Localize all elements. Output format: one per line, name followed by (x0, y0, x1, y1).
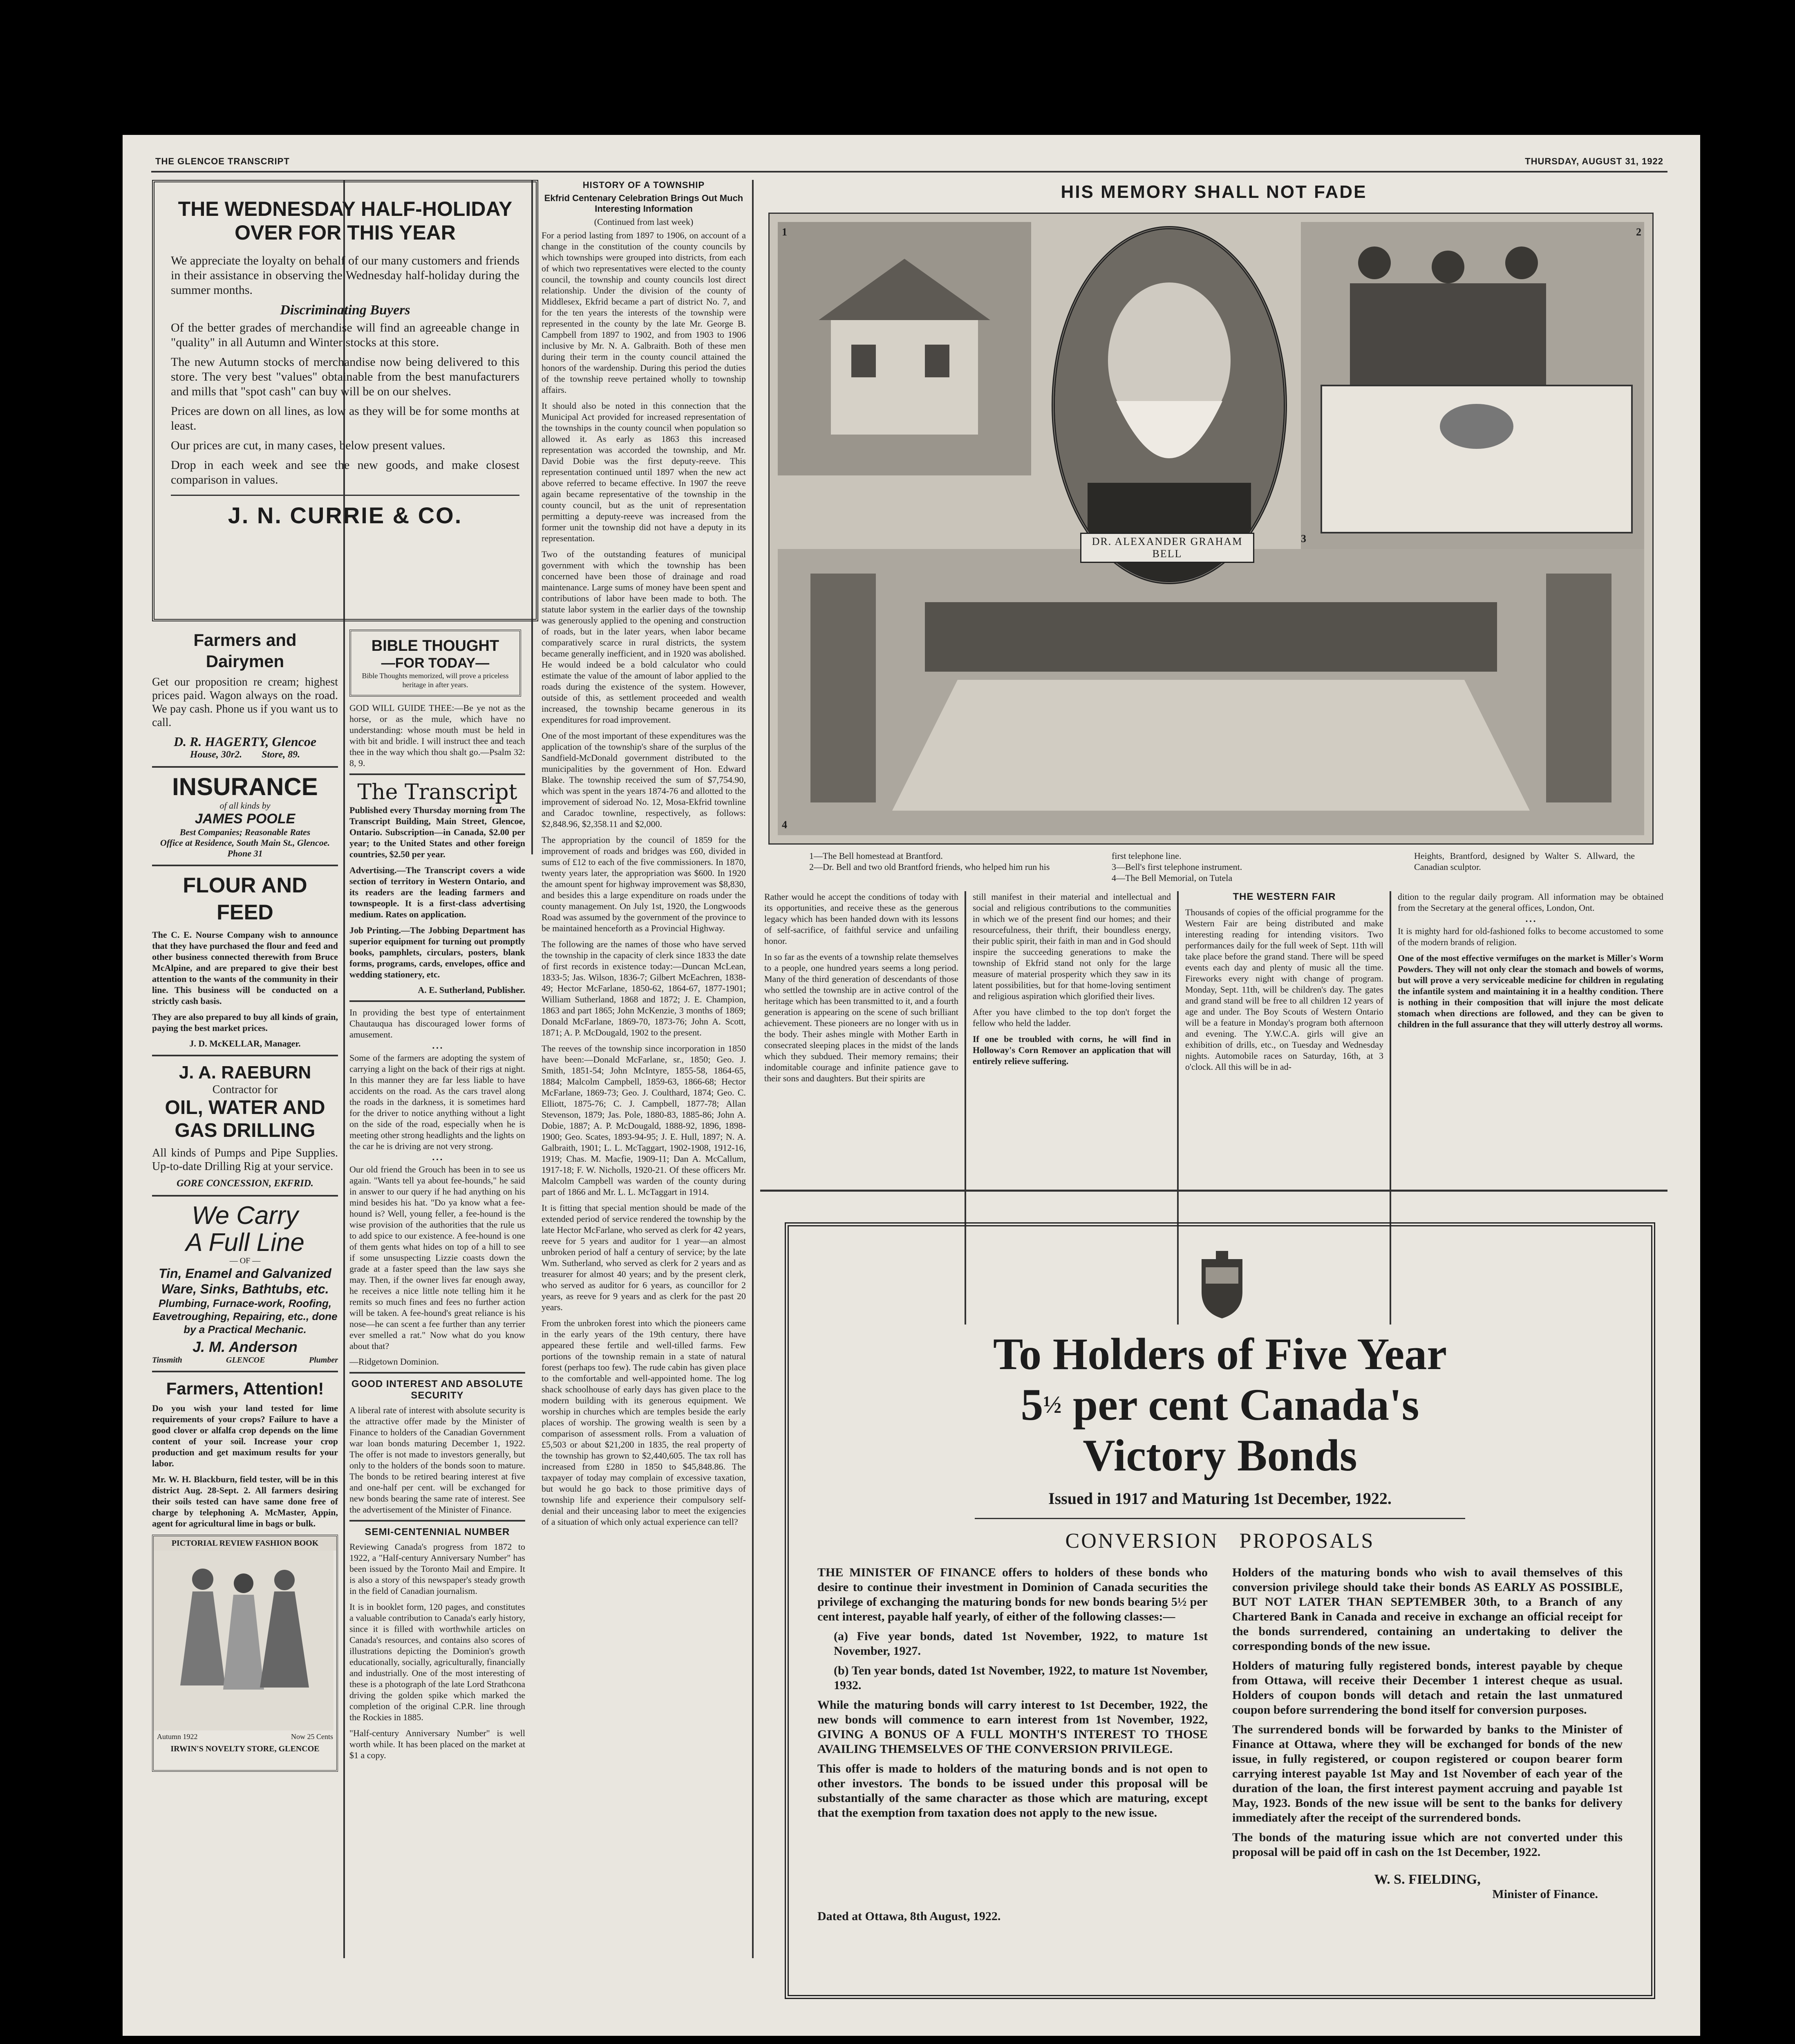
anderson-headline: We Carry (192, 1201, 298, 1230)
editorial-stars: • • • (432, 1045, 443, 1052)
semi-body: It is in booklet form, 120 pages, and constitutes a valuable contribution to Canada's early history, since it is filled with worthwhile articles on Canada's resources, and contains also scores of illustrations depicting the Dominion's growth educationally, socially, agriculturally, financially and industrially. One of the most interesting of these is a photograph of the late Lord Strathcona driving the golden spike which marked the completion of the original C.P.R. line through the Rockies in 1885. (349, 1602, 525, 1722)
caption-line: 3—Bell's first telephone instrument. (1112, 862, 1242, 872)
anderson-name: J. M. Anderson (192, 1338, 298, 1355)
bible-title: BIBLE THOUGHT (371, 637, 499, 654)
bonds-left-para: While the maturing bonds will carry interest to 1st December, 1922, the new bonds will commence to earn interest from 1st November, 1922, GIVING A BONUS OF A FULL MONTH'S INTEREST TO THOSE AVAILING THEMSELVES OF THE CONVERSION PRIVILEGE. (817, 1698, 1208, 1756)
bonds-right-para: The bonds of the maturing issue which are not converted under this proposal will be paid off in cash on the 1st December, 1922. (1232, 1831, 1623, 1859)
newspaper-page (123, 135, 1700, 2036)
raeburn-title: Contractor for (212, 1083, 278, 1096)
history-para: It is fitting that special mention should be made of the extended period of service rendered the township by the late Hector McFarlane, who served as clerk for 42 years, reeve for 5 years and auditor for 1 year—an almost unbroken period of half a century of service; by the late Wm. Sutherland, who served as clerk for 2 years and as treasurer for almost 40 years; and by the present clerk, who served as auditor for 6 years, as councillor for 2 years, as reeve for 9 years and as clerk for the past 20 years. (542, 1203, 746, 1312)
farmers-attention-body: Do you wish your land tested for lime requirements of your crops? Failure to have a good clover or alfalfa crop depends on the lime content of your soil. Increase your crop production and get maximum results for your labor. (152, 1403, 338, 1468)
hagerty-phones: House, 30r2. Store, 89. (190, 749, 300, 760)
editorial-para: Some of the farmers are adopting the system of carrying a light on the back of their rigs at night. In this manner they are far less liable to have accidents on the road. As the cars travel along the roads in the darkness, it is sometimes hard for the driver to notice anything without a light on the side of the road, especially when he is meeting other strong headlights and the lights on the car he is driving are not very strong. (349, 1053, 525, 1151)
anderson-items: Tin, Enamel and Galvanized Ware, Sinks, Bathtubs, etc. (159, 1266, 331, 1296)
semi-body: "Half-century Anniversary Number" is well worth while. It has been placed on the market at $1 a copy. (349, 1728, 525, 1760)
ad-divider (152, 865, 338, 866)
insurance-ad (152, 773, 338, 859)
western-fair-para: One of the most effective vermifuges on the market is Miller's Worm Powders. They will not only clear the stomach and bowels of worms, but will prove a very serviceable medicine for children in regulating the infantile system and maintaining it in a healthy condition. There is nothing in their composition that will injure the most delicate stomach when directions are followed, and they can be given to children in the full assurance that they will utterly destroy all worms. (1398, 953, 1663, 1029)
flour-signature: J. D. McKELLAR, Manager. (189, 1038, 301, 1049)
history-head: HISTORY OF A TOWNSHIP (582, 180, 705, 190)
bonds-signer-title: Minister of Finance. (1492, 1887, 1598, 1901)
bonds-right-para: Holders of maturing fully registered bonds, interest payable by cheque from Ottawa, will receive their December 1 interest cheque as usual. Holders of coupon bonds will detach and retain the last unmatured coupon before surrendering the bond itself for conversion purposes. (1232, 1659, 1623, 1717)
second-column (349, 630, 525, 1979)
western-fair-para: Thousands of copies of the official programme for the Western Fair are being distributed and make interesting reading for intending visitors. Two performances daily for the full week of Sept. 11th will take place before the grand stand. There will be speed events each day and plenty of music all the time. Fireworks every night with change of program. Monday, Sept. 11th, will be children's day. The gates and grand stand will be free to all children 12 years of age and under. The Boy Scouts of Western Ontario will be a feature in Monday's program both afternoon and evening. The Y.W.C.A. girls will give an exhibition of drills, etc., on Tuesday and Wednesday nights. Automobile races on Saturday, 16th, at 3 o'clock. All this will be in ad- (1185, 907, 1383, 1072)
raeburn-headline: OIL, WATER AND GAS DRILLING (165, 1097, 325, 1141)
bonds-issued: Issued in 1917 and Maturing 1st December, 1922. (1048, 1489, 1392, 1508)
raeburn-body: All kinds of Pumps and Pipe Supplies. Up-to-date Drilling Rig at your service. (152, 1147, 338, 1173)
western-fair-stars: • • • (1525, 918, 1536, 925)
currie-para: We appreciate the loyalty on behalf of our many customers and friends in their assistance in observing the Wednesday half-holiday during the summer months. (171, 254, 519, 297)
transcript-publisher: A. E. Sutherland, Publisher. (418, 985, 525, 995)
insurance-sub: of all kinds by (219, 800, 271, 811)
caption-block (1414, 850, 1635, 872)
history-cont-para: After you have climbed to the top don't forget the fellow who held the ladder. (973, 1007, 1171, 1028)
bonds-title-rest: per cent Canada's (1061, 1380, 1419, 1430)
currie-divider (171, 495, 519, 496)
currie-headline-2: OVER FOR THIS YEAR (235, 221, 456, 244)
bonds-title: To Holders of Five Year (993, 1329, 1447, 1379)
currie-para: Prices are down on all lines, as low as they will be for some months at least. (171, 404, 519, 433)
portrait-label: DR. ALEXANDER GRAHAM BELL (1080, 533, 1254, 563)
history-cont-para: Rather would he accept the conditions of today with its opportunities, and receive these as the generous legacy which has been handed down with its lessons of self-sacrifice, of faithful service and unfailing honor. (764, 892, 958, 946)
bible-verse: GOD WILL GUIDE THEE:—Be ye not as the horse, or as the mule, which have no understanding: whose mouth must be held in with bit and bridle. I will instruct thee and teach thee in the way which thou shalt go.—Psalm 32: 8, 9. (349, 703, 525, 768)
pictorial-season: Autumn 1922 (157, 1732, 198, 1741)
bonds-dated: Dated at Ottawa, 8th August, 1922. (817, 1910, 1001, 1923)
section-divider (349, 1520, 525, 1522)
section-divider (349, 1372, 525, 1374)
bonds-left-para: THE MINISTER OF FINANCE offers to holders of these bonds who desire to continue their investment in Dominion of Canada securities the privilege of exchanging the maturing bonds for new bonds bearing 5½ per cent interest, payable half yearly, of either of the following classes:— (817, 1566, 1208, 1623)
bonds-divider (975, 1518, 1465, 1519)
transcript-published: Published every Thursday morning from The Transcript Building, Main Street, Glencoe, Ontario. Subscription—in Canada, $2.00 per year; to the United States and other foreign countries, $2.50 per year. (349, 805, 525, 859)
anderson-headline: A Full Line (186, 1228, 304, 1257)
editorial-source: —Ridgetown Dominion. (349, 1356, 439, 1367)
history-para: One of the most important of these expenditures was the application of the township's share of the surplus of the Sandfield-McDonald government distributed to the municipalities by the government of Hon. Edward Blake. The township received the sum of $7,754.90, which was spent in the years 1874-76 and allotted to the improvement of sideroad No. 12, Mosa-Ekfrid townline and Caradoc townline, respectively, as follows: $2,848.96, $2,358.11 and $2,000. (542, 731, 746, 829)
flour-headline: FLOUR AND FEED (183, 874, 307, 924)
history-continued: (Continued from last week) (594, 217, 694, 227)
pictorial-store: IRWIN'S NOVELTY STORE, GLENCOE (170, 1744, 320, 1753)
bonds-conversion: CONVERSION PROPOSALS (1065, 1529, 1375, 1553)
feature-photo-collage (768, 213, 1654, 845)
pictorial-price: Now 25 Cents (291, 1732, 333, 1741)
caption-line: first telephone line. (1112, 851, 1182, 861)
currie-para: Our prices are cut, in many cases, below present values. (171, 439, 445, 452)
bell-feature (760, 180, 1667, 997)
fashion-illustration (154, 1551, 333, 1730)
anderson-body: Plumbing, Furnace-work, Roofing, Eavetroughing, Repairing, etc., done by a Practical Mechanic. (152, 1297, 338, 1336)
raeburn-name: J. A. RAEBURN (179, 1062, 311, 1083)
caption-line: Heights, Brantford, designed by Walter S. Allward, the Canadian sculptor. (1414, 851, 1635, 872)
raeburn-ad (152, 1062, 338, 1189)
hagerty-name: D. R. HAGERTY, Glencoe (173, 734, 317, 749)
western-fair-para: It is mighty hard for old-fashioned folks to become accustomed to some of the modern brands of religion. (1398, 926, 1663, 947)
flour-body: They are also prepared to buy all kinds of grain, paying the best market prices. (152, 1012, 338, 1033)
coat-of-arms-icon (1193, 1251, 1251, 1320)
currie-headline-1: THE WEDNESDAY HALF-HOLIDAY (178, 197, 513, 220)
raeburn-address: GORE CONCESSION, EKFRID. (177, 1178, 313, 1189)
masthead-rule (151, 171, 1667, 173)
bonds-title: Victory Bonds (1083, 1430, 1357, 1480)
history-sub: Ekfrid Centenary Celebration Brings Out Much Interesting Information (544, 193, 743, 214)
currie-ad (152, 180, 538, 621)
currie-subhead: Discriminating Buyers (280, 303, 410, 318)
western-fair-head: THE WESTERN FAIR (1233, 891, 1336, 902)
photo-number: 4 (782, 819, 787, 831)
bond-article-body: A liberal rate of interest with absolute security is the attractive offer made by the Minister of Finance to holders of the Canadian Government war loan bonds maturing December 1, 1922. The offer is not made to investors generally, but only to the holders of the bonds soon to mature. The bonds to be retired bearing interest at five and one-half per cent. will be exchanged for new bonds bearing the same rate of interest. See the advertisement of the Minister of Finance. (349, 1405, 525, 1515)
history-para: It should also be noted in this connection that the Municipal Act provided for increased representation of the townships in the county council when population so allowed it. As early as 1863 this increased representation was accorded the township, and Mr. David Dobie was the first deputy-reeve. This representation continued until 1897 when the new act above referred to became effective. In 1907 the reeve again became representative of the township in the county council, but as the unit of representation permitting a deputy-reeve was increased from the former unit the township did not have a deputy in its representation. (542, 401, 746, 543)
insurance-line: Best Companies; Reasonable Rates (179, 827, 311, 837)
caption-block (809, 850, 1054, 872)
portrait-illustration (1055, 229, 1284, 581)
semi-body: Reviewing Canada's progress from 1872 to 1922, a "Half-century Anniversary Number" has been issued by the Toronto Mail and Empire. It is also a story of this newspaper's steady growth in the field of Canadian journalism. (349, 1542, 525, 1596)
bonds-left-para: This offer is made to holders of the maturing bonds and is not open to other investors. The bonds to be issued under this proposal will be substantially of the same character as those which are maturing, except that the exemption from taxation does not apply to the new issue. (817, 1762, 1208, 1820)
transcript-title: The Transcript (357, 780, 517, 805)
section-divider (349, 773, 525, 775)
paper-name: THE GLENCOE TRANSCRIPT (155, 156, 290, 166)
hagerty-ad (152, 630, 338, 760)
history-para: For a period lasting from 1897 to 1906, on account of a change in the constitution of the county councils by which townships were grouped into districts, from each of which two representatives were elected to the county council, the township and county councils lost direct relationship. Under the division of the county of Middlesex, Ekfrid became a part of district No. 7, and for the ten years the interests of the township were represented in the county by the late Mr. George B. Campbell from 1897 to 1902, and from 1903 to 1906 inclusive by Mr. N. A. Galbraith. Both of these men during their term in the county council attained the honors of the wardenship. During this period the duties of the township reeve pertained wholly to township affairs. (542, 230, 746, 395)
bonds-signer: W. S. FIELDING, (1374, 1872, 1481, 1887)
ad-divider (152, 1195, 338, 1197)
column-rule (752, 180, 754, 1958)
farmers-attention-headline: Farmers, Attention! (166, 1379, 324, 1398)
history-para: The following are the names of those who have served the township in the capacity of clerk since 1833 the date of first records in existence today:—Duncan McLean, 1833-5; Jas. Wilson, 1836-7; Gilbert McEachren, 1838-49; Hector McFarlane, 1850-62, 1864-67, 1877-1901; William Sutherland, 1868 and 1872; J. E. Champion, 1863 and part 1865; John McKenzie, 3 months of 1869; Donald McFarlane, 1869-70, 1873-76; John A. Scott, 1871; A. P. McDougald, 1902 to the present. (542, 939, 746, 1038)
photo-number: 1 (782, 226, 787, 238)
bond-article-head: GOOD INTEREST AND ABSOLUTE SECURITY (351, 1378, 524, 1401)
caption-block (1112, 850, 1341, 883)
history-column (542, 180, 746, 1970)
bonds-right-para: The surrendered bonds will be forwarded by banks to the Minister of Finance at Ottawa, where they will be exchanged for bonds of the new issue, in fully registered, or coupon registered or coupon bearer form carrying interest payable 1st May and 1st November of each year of the duration of the loan, the first interest payment accruing and payable 1st May, 1923. Bonds of the new issue will be sent to the banks for delivery immediately after the receipt of the surrendered bonds. (1232, 1723, 1623, 1824)
anderson-place: GLENCOE (226, 1356, 265, 1365)
anderson-of: — OF — (229, 1256, 261, 1265)
semi-head: SEMI-CENTENNIAL NUMBER (365, 1526, 510, 1537)
issue-date: THURSDAY, AUGUST 31, 1922 (1525, 156, 1663, 166)
bible-note: Bible Thoughts memorized, will prove a priceless heritage in after years. (362, 672, 509, 689)
hagerty-body: Get our proposition re cream; highest prices paid. Wagon always on the road. We pay cash. Phone us if you want us to call. (152, 676, 338, 729)
photo-number: 3 (1301, 533, 1306, 545)
anderson-ad (152, 1202, 338, 1365)
ad-divider (152, 1055, 338, 1056)
editorial-para: In providing the best type of entertainment Chautauqua has discouraged lower forms of amusement. (349, 1007, 525, 1040)
anderson-left: Tinsmith (152, 1356, 182, 1365)
history-cont-para: still manifest in their material and intellectual and social and religious contributions to the communities in which we of the present find our homes; and their resourcefulness, their thrift, their boundless energy, their public spirit, their faith in man and in God should inspire the succeeding generations to make the township of Ekfrid stand not only for the large measure of material prosperity which they saw in its latent possibilities, but for that home-loving sentiment and religious aspiration which glorified their lives. (973, 892, 1171, 1001)
left-column (152, 630, 338, 1979)
farmers-attention-body: Mr. W. H. Blackburn, field tester, will be in this district Aug. 28-Sept. 2. All farmers desiring their soils tested can have same done free of charge by telephoning A. McMaster, Appin, agent for agricultural lime in bags or bulk. (152, 1474, 338, 1529)
currie-para: Of the better grades of merchandise will find an agreeable change in "quality" in all Autumn and Winter stocks at this store. (171, 321, 519, 349)
bible-box (349, 630, 521, 697)
pictorial-ad (152, 1535, 338, 1772)
ad-divider (152, 766, 338, 768)
pictorial-title: PICTORIAL REVIEW FASHION BOOK (154, 1536, 336, 1551)
editorial-para: Our old friend the Grouch has been in to see us again. "Wants tell ya about fee-hounds," he said in answer to our query if he had anything on his mind besides his hat. "Do ya know what a fee-hound is? Well, young feller, a fee-hound is the wise provision of the authorities that the rule us to add spice to our existence. A fee-hound is one of them gents what hides on top of a hill to see if some unsuspecting Lizzie coasts down the grade at a faster speed than the law says she may. Then, if the owner lives far enough away, he receives a nice little note telling him it he remits so much fines and fees no further action will be taken. A fee-hound's great reliance is his nose—he can scent a fee further than any terrier ever smelled a rat." Now what do you know about that? (349, 1164, 525, 1351)
victory-bonds-ad (785, 1222, 1655, 1999)
photo-number: 2 (1636, 226, 1641, 238)
bible-title: —FOR TODAY— (381, 655, 490, 671)
ad-divider (152, 1371, 338, 1372)
caption-line: 4—The Bell Memorial, on Tutela (1112, 873, 1233, 883)
history-para: The appropriation by the council of 1859 for the improvement of roads and bridges was £60, divided in sums of £12 to each of the five commissioners. In 1870, twenty years later, the appropriation was $600. In 1920 the amount spent for highway improvement was $8,830, and besides this a large expenditure on roads under the county management. On July 1st, 1920, the Longwoods Road was assumed by the government of the province to be maintained henceforth as a Provincial Highway. (542, 835, 746, 933)
flour-ad (152, 872, 338, 1049)
bonds-title-2 (817, 1379, 1623, 1430)
insurance-headline: INSURANCE (172, 773, 318, 800)
caption-line: 2—Dr. Bell and two old Brantford friends, who helped him run his (809, 862, 1050, 872)
section-rule (760, 1190, 1667, 1192)
farmers-attention (152, 1378, 338, 1529)
currie-para: Drop in each week and see the new goods, and make closest comparison in values. (171, 458, 519, 486)
bonds-rate-fraction: ½ (1043, 1391, 1062, 1418)
history-para: From the unbroken forest into which the pioneers came in the early years of the 19th century, there have appeared these fertile and well-tilled farms. Few portions of the township remain in a state of natural forest (perhaps too few). The rude cabin has given place to the comfortable and well-appointed home. The log shack schoolhouse of early days has given place to the modern building with its generous equipment. We worship in churches which are temples beside the early places of worship. The growing wealth is seen by a comparison of assessment rolls. From a valuation of £5,503 or about $21,200 in 1835, the real property of the township has grown to $2,440,605. The tax roll has increased from £280 in 1850 to $45,848.86. The taxpayer of today may complain of excessive taxation, but would he go back to those primitive days of township life and experience their compulsory self-denial and their unceasing labor to meet the exigencies of a situation of which only actual experience can tell? (542, 1318, 746, 1527)
anderson-right: Plumber (309, 1356, 338, 1365)
insurance-name: JAMES POOLE (195, 811, 295, 827)
editorial-stars: • • • (432, 1156, 443, 1163)
currie-para: The new Autumn stocks of merchandise now being delivered to this store. The very best "values" obtainable from the best manufacturers and mills that "spot cash" can buy will be on our shelves. (171, 355, 519, 398)
transcript-job: Job Printing.—The Jobbing Department has superior equipment for turning out promptly books, pamphlets, circulars, posters, blank forms, programs, cards, envelopes, office and wedding stationery, etc. (349, 925, 525, 979)
history-cont-para: In so far as the events of a township relate themselves to a people, one hundred years seems a long period. Many of the third generation of descendants of those who settled the township are in active control of the heritage which has been transmitted to it, and a fourth generation is appearing on the scene of such brilliant achievement. These pioneers are no longer with us in the body. Their ashes mingle with Mother Earth in consecrated sleeping places in the midst of the lands which they subdued. Their memory remains; their indomitable courage and infinite patience gave to their sons and daughters. But their spirits are (764, 952, 958, 1083)
feature-title: HIS MEMORY SHALL NOT FADE (1061, 182, 1367, 202)
caption-line: 1—The Bell homestead at Brantford. (809, 851, 943, 861)
history-cont-para: If one be troubled with corns, he will find in Holloway's Corn Remover an application that will entirely relieve suffering. (973, 1034, 1171, 1066)
history-para: Two of the outstanding features of municipal government with which the township has been concerned have been those of drainage and road maintenance. Large sums of money have been spent and contributions of labor have been made to both. The statute labor system in the earlier days of the township was generously applied to the opening and construction of roads, but in the later years, when labor became comparatively scarce in rural districts, the system became generally inefficient, and in 1920 was abolished. He would indeed be a bold calculator who could estimate the value of the amount of labor applied to the roads during the existence of the system. However, outside of this, as settlement proceeded and wealth increased, the township became generous in its expenditures for road improvement. (542, 549, 746, 725)
section-divider (349, 1000, 525, 1002)
hagerty-headline: Farmers and Dairymen (193, 630, 297, 671)
western-fair-para: dition to the regular daily program. All information may be obtained from the Secretary at the general offices, London, Ont. (1398, 892, 1663, 913)
transcript-advertising: Advertising.—The Transcript covers a wide section of territory in Western Ontario, and its readers are the leading farmers and townspeople. It is a first-class advertising medium. Rates on application. (349, 865, 525, 919)
currie-firm: J. N. CURRIE & CO. (228, 502, 463, 528)
bonds-right-para: Holders of the maturing bonds who wish to avail themselves of this conversion privilege should take their bonds AS EARLY AS POSSIBLE, BUT NOT LATER THAN SEPTEMBER 30th, to a Branch of any Chartered Bank in Canada and receive in exchange an official receipt for the bonds surrendered, containing an undertaking to deliver the corresponding bonds of the new issue. (1232, 1566, 1623, 1653)
bonds-option: (a) Five year bonds, dated 1st November, 1922, to mature 1st November, 1927. (834, 1629, 1208, 1658)
history-para: The reeves of the township since incorporation in 1850 have been:—Donald McFarlane, sr., 1850; Geo. J. Smith, 1851-54; John McIntyre, 1855-58, 1864-65, 1884; Malcolm Campbell, 1859-63, 1866-68; Hector McFarlane, 1869-73; Geo. J. Coulthard, 1874; Geo. C. Elliott, 1875-76; C. J. Campbell, 1877-78; Allan Stevenson, 1879; Jas. Pole, 1880-83, 1885-86; John A. Dobie, 1887; A. P. McDougald, 1888-92, 1896, 1898-1900; Geo. Scates, 1893-94-95; J. E. Hull, 1897; N. A. Galbraith, 1901; L. L. McTaggart, 1902-1908, 1912-16, 1919; Chas. M. Macfie, 1909-11; Dan A. McCallum, 1917-18; F. W. Nicholls, 1920-21. Of these officers Mr. Malcolm Campbell was warden of the county during part of 1866 and Mr. L. L. McTaggart in 1914. (542, 1043, 746, 1197)
bonds-rate: 5 (1021, 1380, 1043, 1430)
flour-body: The C. E. Nourse Company wish to announce that they have purchased the flour and feed and other business connected therewith from Bruce McAlpine, and are prepared to give their best attention to the wants of the community in their line. This business will be conducted on a strictly cash basis. (152, 930, 338, 1006)
insurance-line: Office at Residence, South Main St., Glencoe. Phone 31 (160, 838, 330, 858)
bell-portrait (1052, 226, 1287, 584)
bonds-option: (b) Ten year bonds, dated 1st November, 1922, to mature 1st November, 1932. (834, 1664, 1208, 1692)
